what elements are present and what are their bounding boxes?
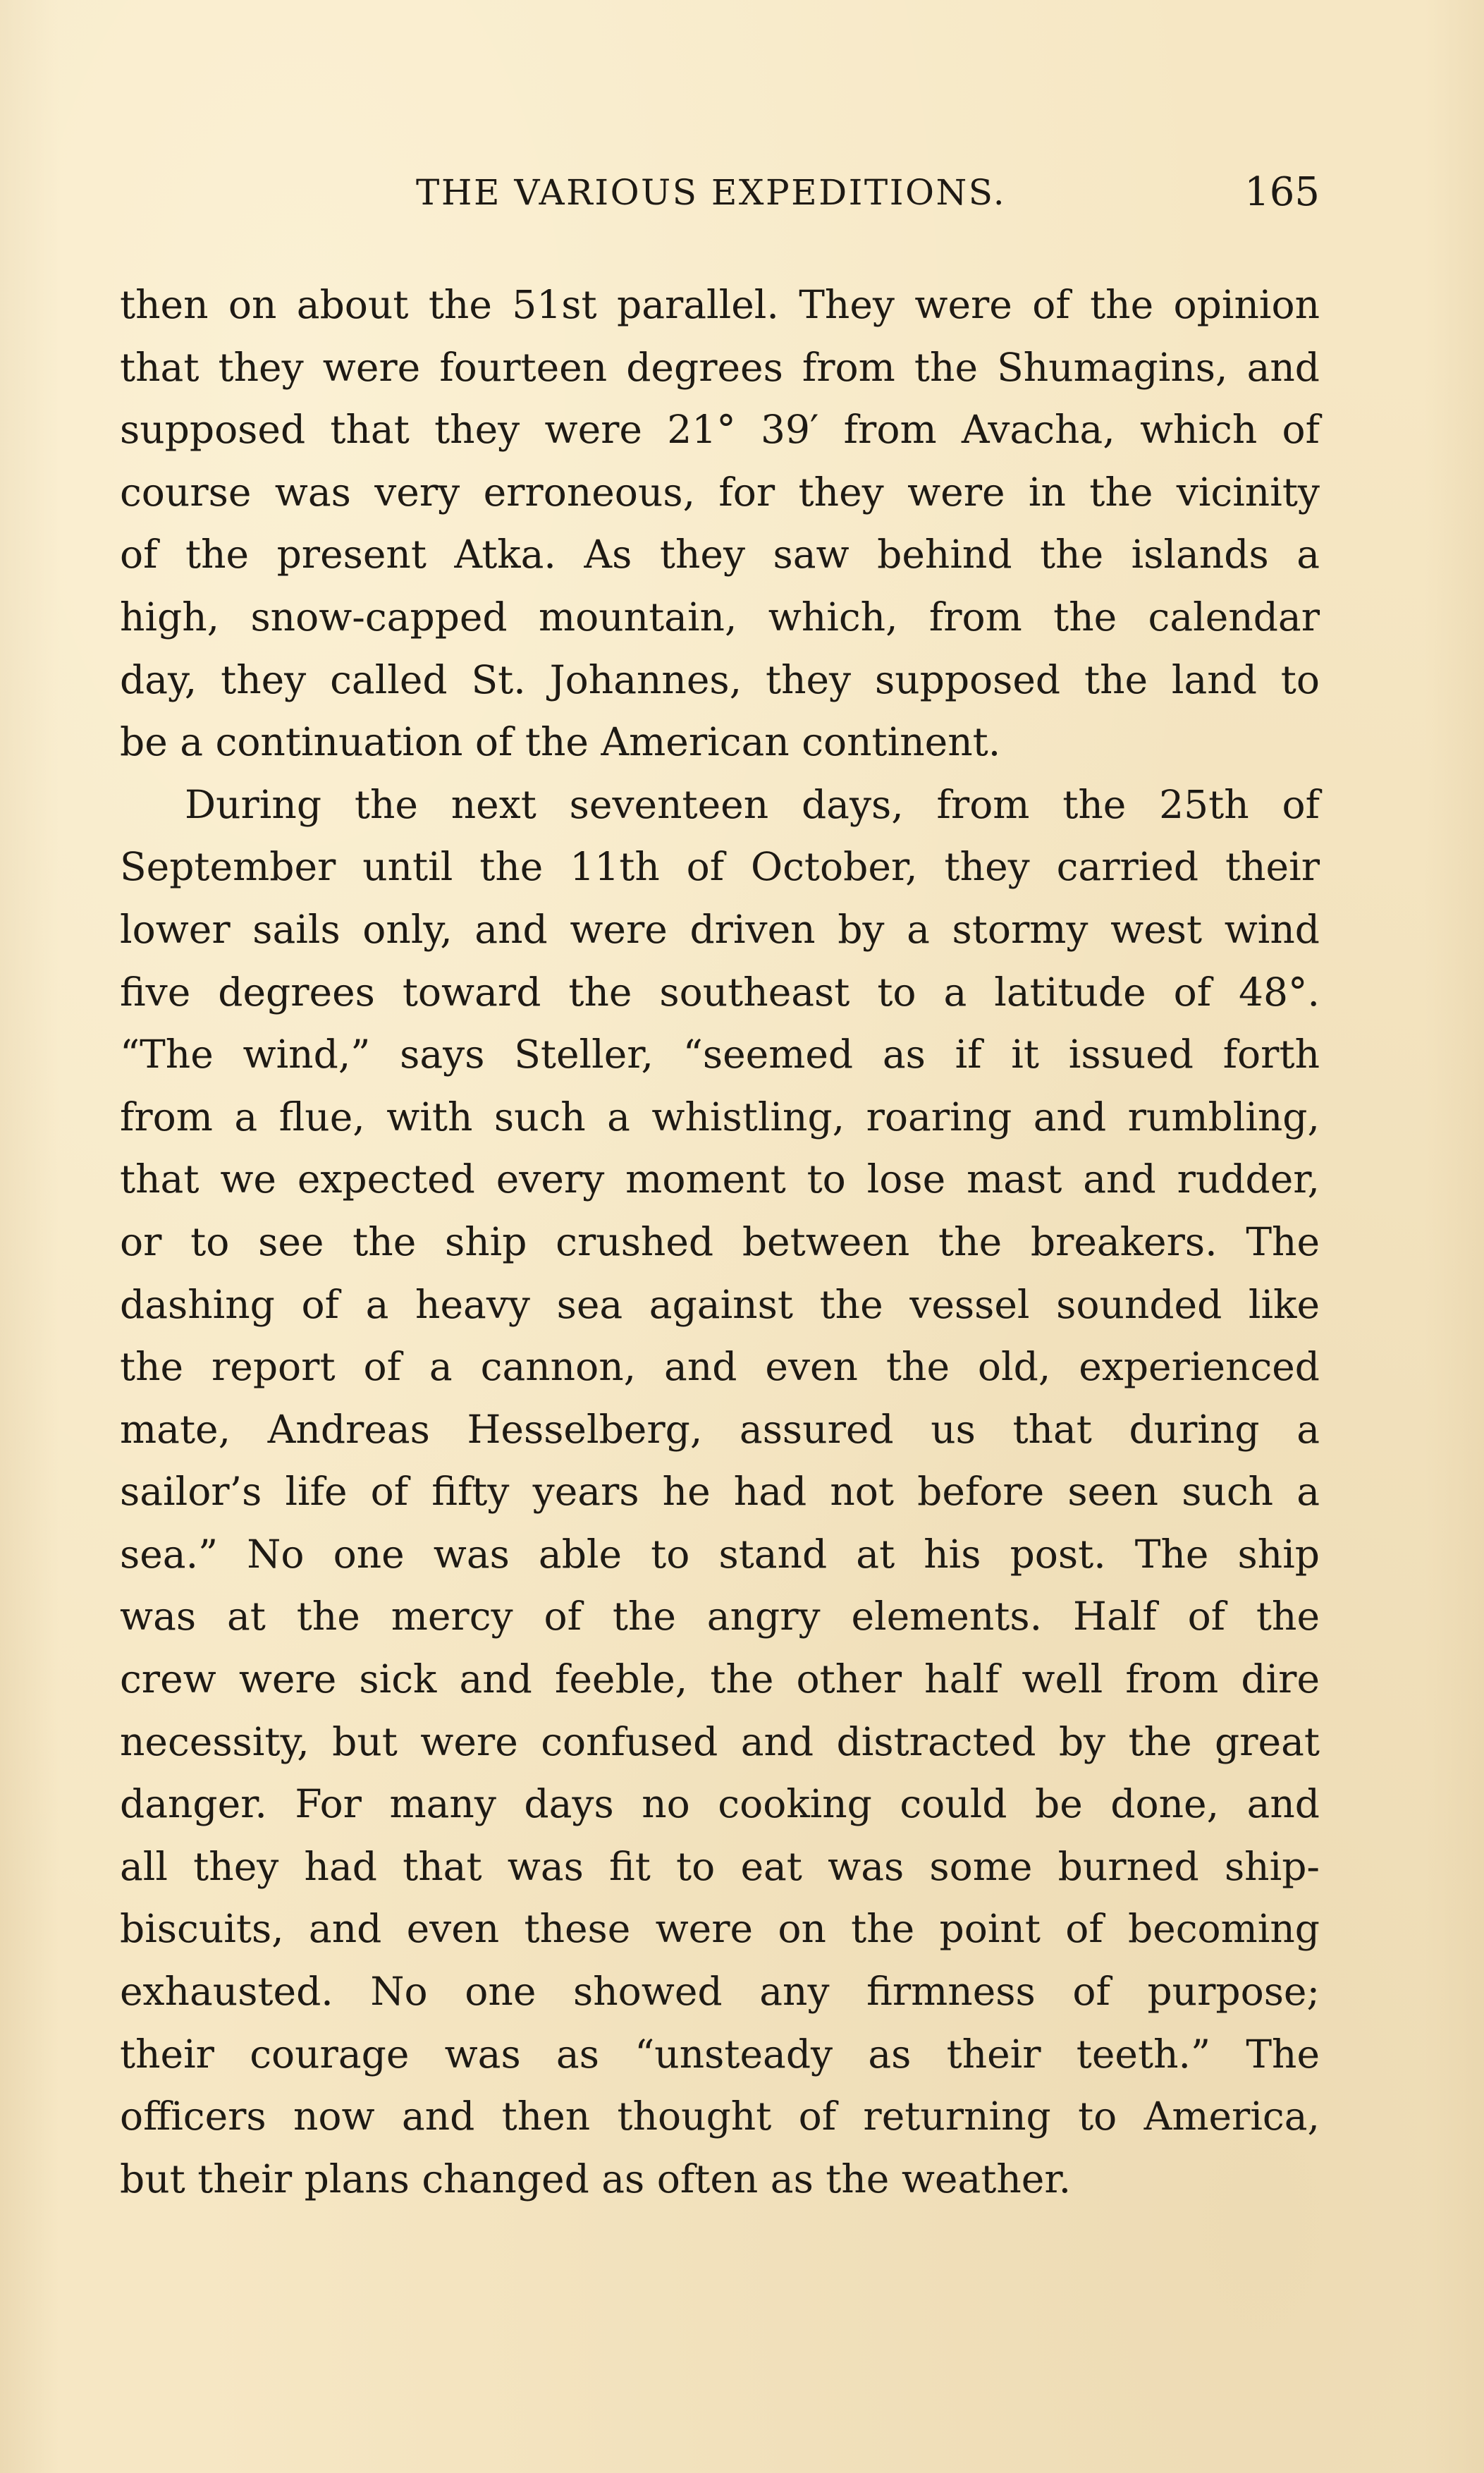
text-line: biscuits, and even these were on the point of becoming (120, 1906, 1320, 1952)
text-line: mate, Andreas Hesselberg, assured us that during a (120, 1406, 1320, 1452)
text-line: the report of a cannon, and even the old, experienced (120, 1344, 1320, 1390)
paragraph (120, 774, 1320, 2211)
text-line: that they were fourteen degrees from the Shumagins, and (120, 344, 1320, 390)
text-line: danger. For many days no cooking could be done, and (120, 1781, 1320, 1827)
text-line: exhausted. No one showed any firmness of purpose; (120, 1969, 1320, 2015)
text-line: September until the 11th of October, they carried their (120, 844, 1320, 890)
text-line: “The wind,” says Steller, “seemed as if it issued forth (120, 1032, 1320, 1077)
text-line: day, they called St. Johannes, they supposed the land to (120, 657, 1320, 702)
body-text (120, 274, 1320, 2210)
text-line: all they had that was fit to eat was some burned ship- (120, 1843, 1320, 1889)
text-line: but their plans changed as often as the weather. (120, 2156, 1072, 2202)
text-line: dashing of a heavy sea against the vessel sounded like (120, 1281, 1320, 1327)
text-line: then on about the 51st parallel. They were of the opinion (120, 282, 1320, 327)
text-line: sea.” No one was able to stand at his post. The ship (120, 1531, 1320, 1577)
text-line: necessity, but were confused and distracted by the great (120, 1718, 1320, 1764)
text-line: or to see the ship crushed between the breakers. The (120, 1219, 1320, 1264)
paragraph (120, 274, 1320, 774)
text-line: officers now and then thought of returning to America, (120, 2094, 1320, 2139)
text-line: from a flue, with such a whistling, roaring and rumbling, (120, 1094, 1320, 1140)
text-line: supposed that they were 21° 39′ from Avacha, which of (120, 407, 1320, 453)
text-line: sailor’s life of fifty years he had not before seen such a (120, 1469, 1320, 1515)
text-line: that we expected every moment to lose mast and rudder, (120, 1156, 1320, 1202)
text-line: lower sails only, and were driven by a stormy west wind (120, 906, 1320, 952)
page-number: 165 (1244, 169, 1320, 215)
text-line: be a continuation of the American continent. (120, 719, 1001, 765)
text-line: five degrees toward the southeast to a latitude of 48°. (120, 969, 1320, 1015)
text-line: high, snow-capped mountain, which, from the calendar (120, 594, 1320, 640)
text-line: crew were sick and feeble, the other half well from dire (120, 1656, 1320, 1702)
running-head (120, 168, 1320, 217)
text-line: was at the mercy of the angry elements. Half of the (120, 1594, 1320, 1639)
running-head-title: THE VARIOUS EXPEDITIONS. (416, 172, 1007, 213)
text-line: course was very erroneous, for they were in the vicinity (120, 469, 1320, 515)
text-line: of the present Atka. As they saw behind the islands a (120, 532, 1320, 578)
text-line: their courage was as “unsteady as their teeth.” The (120, 2031, 1320, 2077)
text-line: During the next seventeen days, from the 25th of (185, 781, 1320, 827)
